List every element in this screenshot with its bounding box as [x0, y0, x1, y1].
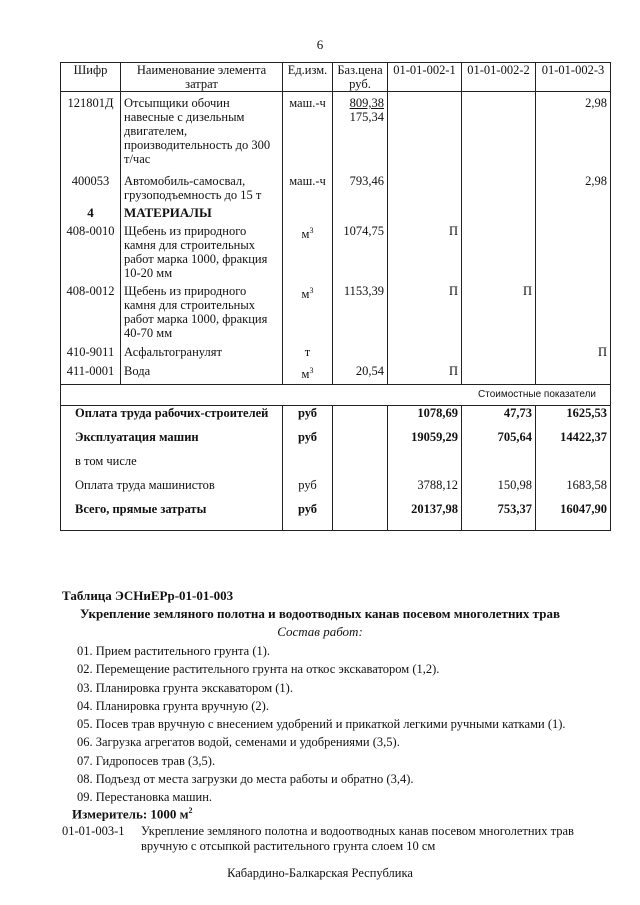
- list-item: 04. Планировка грунта вручную (2).: [77, 698, 269, 713]
- header-col3: 01-01-002-3: [536, 63, 611, 92]
- summary-row: [61, 478, 611, 502]
- row-unit: $м^3$: [283, 280, 333, 340]
- list-item: 05. Посев трав вручную с внесением удобрений и прикаткой легкими ручными катками (1).: [77, 717, 566, 732]
- item-description: Укрепление земляного полотна и водоотводных канав посевом многолетних трав вручную с отсыпкой растительного грунта слоем 10 см: [141, 824, 574, 853]
- row-c1: [388, 340, 462, 359]
- table-row: [61, 340, 611, 359]
- summary-c3: 16047,90: [536, 502, 611, 531]
- row-code: 408-0010: [61, 220, 121, 280]
- summary-label: Эксплуатация машин: [61, 430, 283, 454]
- row-c1: П: [388, 359, 462, 385]
- row-name: Асфальтогранулят: [121, 340, 283, 359]
- meter-label: Измеритель: 1000 $м^2$: [72, 806, 193, 822]
- row-c3: [536, 280, 611, 340]
- row-price: [333, 92, 388, 167]
- row-name: Автомобиль-самосвал, грузоподъемность до 15 т: [121, 166, 283, 202]
- list-item: 07. Гидропосев трав (3,5).: [77, 753, 216, 768]
- header-price: Баз.цена руб.: [333, 63, 388, 92]
- section-subtitle: Укрепление земляного полотна и водоотводных канав посевом многолетних трав: [80, 606, 560, 621]
- row-c1: [388, 92, 462, 167]
- summary-unit: руб: [283, 430, 333, 454]
- price-bottom: 175,34: [349, 110, 384, 124]
- summary-c1: 20137,98: [388, 502, 462, 531]
- row-name: Щебень из природного камня для строительных работ марка 1000, фракция 40-70 мм: [121, 280, 283, 340]
- list-item: 03. Планировка грунта экскаватором (1).: [77, 680, 293, 695]
- row-unit: маш.-ч: [283, 92, 333, 167]
- summary-c2: 150,98: [462, 478, 536, 502]
- summary-c2: 47,73: [462, 406, 536, 431]
- row-code: 408-0012: [61, 280, 121, 340]
- row-c3: 2,98: [536, 92, 611, 167]
- item-code: 01-01-003-1: [62, 824, 125, 838]
- row-c1: П: [388, 280, 462, 340]
- list-item: 06. Загрузка агрегатов водой, семенами и удобрениями (3,5).: [77, 735, 400, 750]
- row-c2: П: [462, 280, 536, 340]
- work-list: [77, 642, 566, 807]
- list-item: 08. Подъезд от места загрузки до места работы и обратно (3,4).: [77, 772, 414, 787]
- header-name: Наименование элемента затрат: [121, 63, 283, 92]
- summary-unit: руб: [283, 406, 333, 431]
- table-row: [61, 166, 611, 202]
- row-c3: [536, 359, 611, 385]
- row-unit: т: [283, 340, 333, 359]
- row-unit: $м^3$: [283, 220, 333, 280]
- row-c1: П: [388, 220, 462, 280]
- row-c3: 2,98: [536, 166, 611, 202]
- summary-c3: 1683,58: [536, 478, 611, 502]
- summary-c2: 753,37: [462, 502, 536, 531]
- row-code: 410-9011: [61, 340, 121, 359]
- table-header-row: [61, 63, 611, 92]
- table-row: [61, 92, 611, 167]
- row-name: Отсыпщики обочин навесные с дизельным двигателем, производительность до 300 т/час: [121, 92, 283, 167]
- summary-c3: 14422,37: [536, 430, 611, 454]
- row-c2: [462, 166, 536, 202]
- row-c3: [536, 220, 611, 280]
- table-row: [61, 280, 611, 340]
- row-unit: $м^3$: [283, 359, 333, 385]
- summary-label: Оплата труда рабочих-строителей: [61, 406, 283, 431]
- cost-indicators-label: Стоимостные показатели: [61, 385, 611, 406]
- section-row: [61, 202, 611, 220]
- cost-indicators-row: [61, 385, 611, 406]
- row-c2: [462, 92, 536, 167]
- summary-row: [61, 406, 611, 431]
- header-col2: 01-01-002-2: [462, 63, 536, 92]
- row-price: 1153,39: [333, 280, 388, 340]
- row-code: 411-0001: [61, 359, 121, 385]
- header-code: Шифр: [61, 63, 121, 92]
- summary-label: в том числе: [61, 454, 283, 478]
- section-title: Таблица ЭСНиЕРр-01-01-003: [62, 588, 234, 603]
- page-number: 6: [316, 37, 324, 52]
- composition-label: Состав работ:: [277, 624, 363, 639]
- row-code: 121801Д: [61, 92, 121, 167]
- table-row: [61, 220, 611, 280]
- summary-c1: 3788,12: [388, 478, 462, 502]
- list-item: 02. Перемещение растительного грунта на откос экскаватором (1,2).: [77, 662, 440, 677]
- list-item: 01. Прием растительного грунта (1).: [77, 644, 271, 658]
- summary-label: Оплата труда машинистов: [61, 478, 283, 502]
- header-unit: Ед.изм.: [283, 63, 333, 92]
- row-c2: [462, 359, 536, 385]
- row-code: 400053: [61, 166, 121, 202]
- summary-c3: 1625,53: [536, 406, 611, 431]
- row-c3: П: [536, 340, 611, 359]
- row-c2: [462, 220, 536, 280]
- cost-table: [60, 62, 611, 531]
- section-number: 4: [61, 202, 121, 220]
- summary-c1: 1078,69: [388, 406, 462, 431]
- row-price: 793,46: [333, 166, 388, 202]
- section-name: МАТЕРИАЛЫ: [121, 202, 283, 220]
- header-col1: 01-01-002-1: [388, 63, 462, 92]
- footer-region: Кабардино-Балкарская Республика: [227, 866, 413, 880]
- row-name: Щебень из природного камня для строительных работ марка 1000, фракция 10-20 мм: [121, 220, 283, 280]
- row-c1: [388, 166, 462, 202]
- summary-row: [61, 454, 611, 478]
- row-price: 1074,75: [333, 220, 388, 280]
- summary-c2: 705,64: [462, 430, 536, 454]
- summary-unit: руб: [283, 478, 333, 502]
- row-unit: маш.-ч: [283, 166, 333, 202]
- summary-unit: руб: [283, 502, 333, 531]
- row-c2: [462, 340, 536, 359]
- summary-c1: 19059,29: [388, 430, 462, 454]
- row-price: 20,54: [333, 359, 388, 385]
- summary-row: [61, 430, 611, 454]
- row-name: Вода: [121, 359, 283, 385]
- list-item: 09. Перестановка машин.: [77, 790, 213, 805]
- summary-label: Всего, прямые затраты: [61, 502, 283, 531]
- row-price: [333, 340, 388, 359]
- price-top: 809,38: [349, 96, 384, 110]
- summary-row: [61, 502, 611, 531]
- table-row: [61, 359, 611, 385]
